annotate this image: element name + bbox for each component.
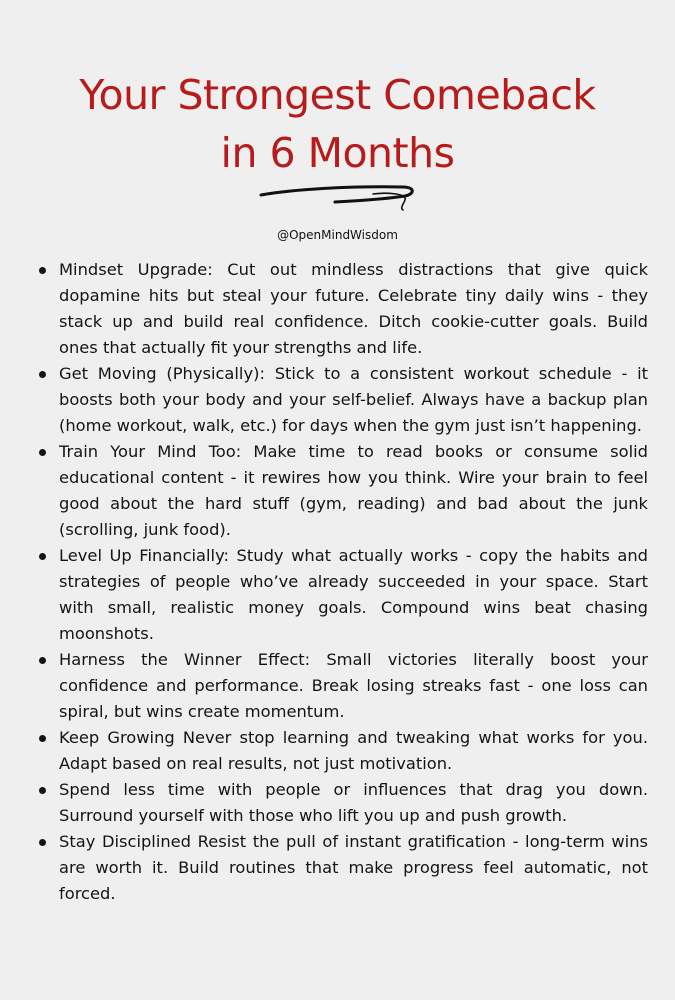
list-item-text: Harness the Winner Effect: Small victories literally boost your confidence and performance. Break losing streaks fast - one loss can spiral, but wins create momentum.: [59, 650, 648, 721]
list-item-text: Stay Disciplined Resist the pull of instant gratification - long-term wins are worth it. Build routines that make progress feel automatic, not forced.: [59, 832, 648, 903]
author-handle: @OpenMindWisdom: [277, 228, 398, 242]
list-item: [36, 647, 648, 725]
list-item: [36, 725, 648, 777]
bullet-icon: [39, 657, 46, 664]
bullet-icon: [39, 839, 46, 846]
bullet-icon: [39, 371, 46, 378]
list-item-text: Mindset Upgrade: Cut out mindless distractions that give quick dopamine hits but steal your future. Celebrate tiny daily wins - they stack up and build real confidence. Ditch cookie-cutter goals. Build ones that actually fit your strengths and life.: [59, 260, 648, 357]
bullet-icon: [39, 735, 46, 742]
list-item-text: Get Moving (Physically): Stick to a consistent workout schedule - it boosts both your body and your self-belief. Always have a backup plan (home workout, walk, etc.) for days when the gym just isn’t happening.: [59, 364, 648, 435]
list-item: [36, 361, 648, 439]
bullet-icon: [39, 267, 46, 274]
list-item: [36, 543, 648, 647]
bullet-icon: [39, 787, 46, 794]
list-item-text: Train Your Mind Too: Make time to read books or consume solid educational content - it rewires how you think. Wire your brain to feel good about the hard stuff (gym, reading) and bad about the junk (scrolling, junk food).: [59, 442, 648, 539]
swash-underline-icon: [255, 180, 420, 214]
title-line-1: Your Strongest Comeback: [79, 71, 596, 119]
bullet-icon: [39, 553, 46, 560]
list-item-text: Spend less time with people or influences that drag you down. Surround yourself with those who lift you up and push growth.: [59, 780, 648, 825]
list-item: [36, 257, 648, 361]
list-item: [36, 829, 648, 907]
list-item: [36, 777, 648, 829]
tips-list: [36, 257, 648, 907]
bullet-icon: [39, 449, 46, 456]
title-line-2: in 6 Months: [220, 129, 455, 177]
page-title: [0, 66, 675, 182]
list-item: [36, 439, 648, 543]
list-item-text: Level Up Financially: Study what actually works - copy the habits and strategies of people who’ve already succeeded in your space. Start with small, realistic money goals. Compound wins beat chasing moonshots.: [59, 546, 648, 643]
list-item-text: Keep Growing Never stop learning and tweaking what works for you. Adapt based on real results, not just motivation.: [59, 728, 648, 773]
